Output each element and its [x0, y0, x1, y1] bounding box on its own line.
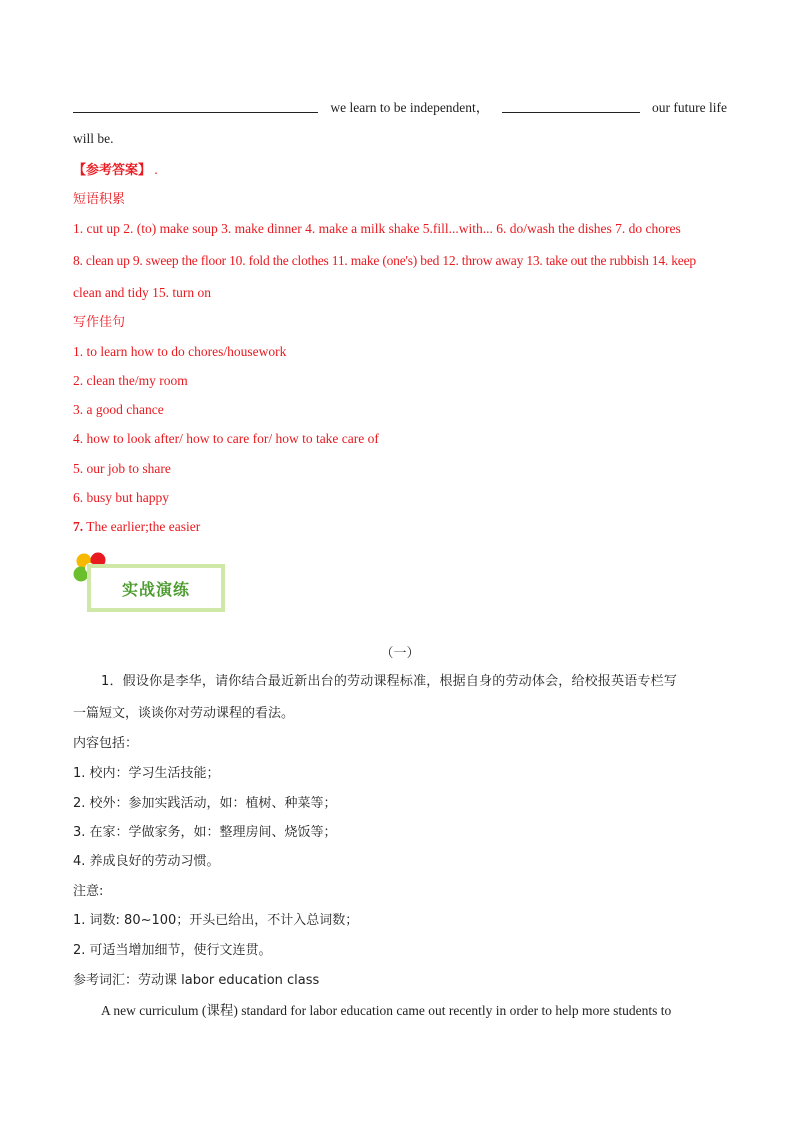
content-label: 内容包括： — [73, 736, 139, 751]
sentence-7-text: The earlier;the easier — [86, 519, 201, 534]
phrases-line-2: 8. clean up 9. sweep the floor 10. fold the clothes 11. make (one's) bed 12. throw away 13. take out the rubbish 14. keep — [73, 253, 696, 268]
phrases-label: 短语积累 — [73, 192, 126, 207]
fill-in-line-1 — [73, 98, 727, 118]
answer-heading: 【参考答案】 — [73, 163, 152, 178]
sentence-2: 2. clean the/my room — [73, 373, 188, 388]
writing-label: 写作佳句 — [73, 315, 126, 330]
content-point-1: 1. 校内：学习生活技能； — [73, 766, 220, 781]
fill-in-text-mid: we learn to be independent， — [330, 100, 490, 115]
answer-heading-dot: . — [154, 162, 158, 177]
task-prompt-line-2: 一篇短文，谈谈你对劳动课程的看法。 — [73, 706, 295, 721]
sentence-7-number: 7. — [73, 519, 84, 534]
note-2: 2. 可适当增加细节，使行文连贯。 — [73, 943, 272, 958]
sentence-4: 4. how to look after/ how to care for/ how to take care of — [73, 431, 379, 446]
answer-blank-1[interactable] — [73, 98, 318, 113]
fill-in-line-2: will be. — [73, 131, 114, 146]
sentence-6: 6. busy but happy — [73, 490, 169, 505]
task-prompt-line-1: 1．假设你是李华，请你结合最近新出台的劳动课程标准，根据自身的劳动体会，给校报英语专栏写 — [101, 674, 678, 689]
banner-title: 实战演练 — [121, 579, 190, 599]
practice-banner — [73, 552, 233, 618]
sentence-3: 3. a good chance — [73, 402, 164, 417]
section-number: （一） — [380, 646, 420, 661]
answer-blank-2[interactable] — [502, 98, 640, 113]
phrases-line-3: clean and tidy 15. turn on — [73, 285, 211, 300]
content-point-3: 3. 在家：学做家务，如：整理房间、烧饭等； — [73, 825, 337, 840]
banner-frame — [87, 564, 225, 612]
sentence-1: 1. to learn how to do chores/housework — [73, 344, 287, 359]
sentence-7 — [73, 517, 727, 537]
sentence-5: 5. our job to share — [73, 461, 171, 476]
content-point-2: 2. 校外：参加实践活动，如：植树、种菜等； — [73, 796, 337, 811]
vocab-hint: 参考词汇：劳动课 labor education class — [73, 973, 320, 988]
content-point-4: 4. 养成良好的劳动习惯。 — [73, 854, 220, 869]
essay-start-line: A new curriculum (课程) standard for labor education came out recently in order to help more students to — [101, 1003, 672, 1018]
phrases-line-1: 1. cut up 2. (to) make soup 3. make dinner 4. make a milk shake 5.fill...with... 6. do/wash the dishes 7. do chores — [73, 221, 681, 236]
note-1: 1. 词数: 80~100；开头已给出，不计入总词数； — [73, 913, 359, 928]
fill-in-text-end: our future life — [652, 100, 727, 115]
notes-label: 注意: — [73, 884, 104, 899]
answer-heading-row — [73, 160, 727, 181]
